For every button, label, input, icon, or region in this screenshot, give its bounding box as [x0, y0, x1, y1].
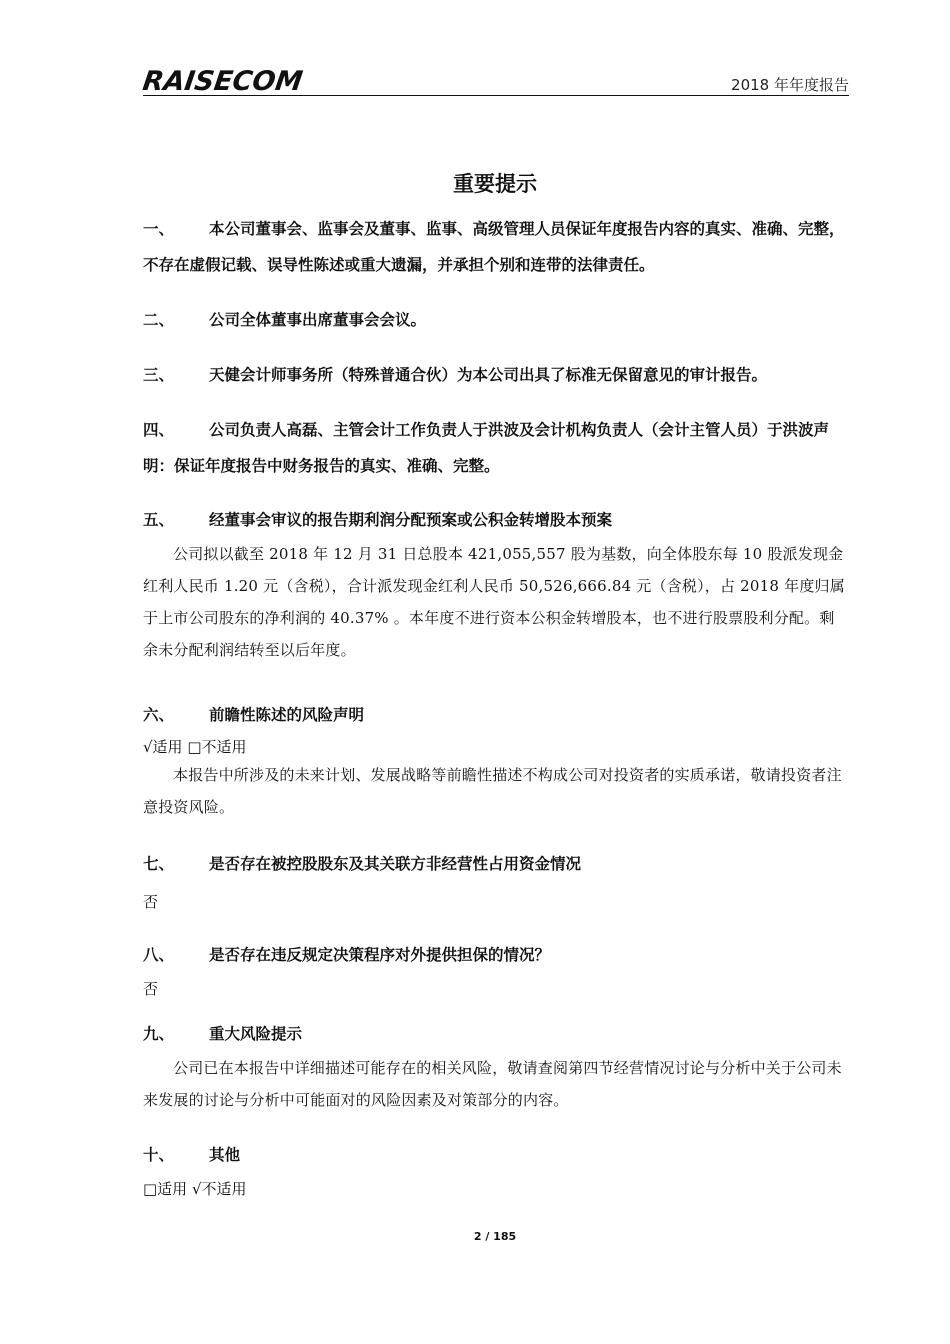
section-number: 二、	[143, 311, 175, 329]
header-rule	[143, 95, 849, 96]
page-header	[140, 62, 849, 98]
section-number: 十、	[143, 1146, 175, 1164]
section-6	[143, 697, 849, 823]
section-7	[143, 846, 849, 914]
section-4	[143, 412, 849, 484]
section-text: 天健会计师事务所（特殊普通合伙）为本公司出具了标准无保留意见的审计报告。	[209, 366, 768, 384]
page-number: 2 / 185	[473, 1230, 517, 1243]
section-text: 是否存在违反规定决策程序对外提供担保的情况？	[209, 946, 551, 964]
section-5	[143, 502, 849, 666]
section-body: 本报告中所涉及的未来计划、发展战略等前瞻性描述不构成公司对投资者的实质承诺，敬请投资者注意投资风险。	[143, 766, 842, 816]
answer: 否	[143, 980, 159, 998]
section-number: 八、	[143, 946, 175, 964]
section-10	[143, 1137, 849, 1201]
section-3	[143, 357, 849, 393]
section-number: 一、	[143, 220, 175, 238]
section-text: 经董事会审议的报告期利润分配预案或公积金转增股本预案	[209, 511, 613, 529]
section-body: 公司已在本报告中详细描述可能存在的相关风险，敬请查阅第四节经营情况讨论与分析中关于公司未来发展的讨论与分析中可能面对的风险因素及对策部分的内容。	[143, 1059, 842, 1109]
section-text: 公司全体董事出席董事会会议。	[209, 311, 427, 329]
section-text: 重大风险提示	[209, 1025, 303, 1043]
applicability-option: □适用 √不适用	[143, 1180, 247, 1198]
applicability-option: √适用 □不适用	[143, 738, 247, 756]
section-number: 四、	[143, 421, 175, 439]
section-text: 本公司董事会、监事会及董事、监事、高级管理人员保证年度报告内容的真实、准确、完整，不存在虚假记载、误导性陈述或重大遗漏，并承担个别和连带的法律责任。	[143, 220, 845, 274]
section-2	[143, 302, 849, 338]
section-number: 五、	[143, 511, 175, 529]
section-text: 其他	[209, 1146, 241, 1164]
raisecom-logo: RAISECOM	[140, 66, 305, 97]
section-text: 前瞻性陈述的风险声明	[209, 706, 365, 724]
section-text: 是否存在被控股股东及其关联方非经营性占用资金情况	[209, 855, 582, 873]
section-8	[143, 937, 849, 1001]
section-text: 公司负责人高磊、主管会计工作负责人于洪波及会计机构负责人（会计主管人员）于洪波声明：保证年度报告中财务报告的真实、准确、完整。	[143, 421, 830, 475]
report-title: 2018 年年度报告	[731, 76, 849, 94]
answer: 否	[143, 893, 159, 911]
section-number: 六、	[143, 706, 175, 724]
section-body: 公司拟以截至 2018 年 12 月 31 日总股本 421,055,557 股为基数，向全体股东每 10 股派发现金红利人民币 1.20 元（含税），合计派发现金红利人民币 50,526,666.84 元（含税），占 2018 年度归属于上市公司股东的净利润的 40.37% 。本年度不进行资本公积金转增股本，也不进行股票股利分配。剩余未分配利润结转至以后年度。	[143, 545, 845, 659]
section-number: 三、	[143, 366, 175, 384]
section-1	[143, 211, 849, 283]
section-9	[143, 1016, 849, 1116]
section-number: 九、	[143, 1025, 175, 1043]
section-number: 七、	[143, 855, 175, 873]
page-title: 重要提示	[453, 172, 537, 196]
